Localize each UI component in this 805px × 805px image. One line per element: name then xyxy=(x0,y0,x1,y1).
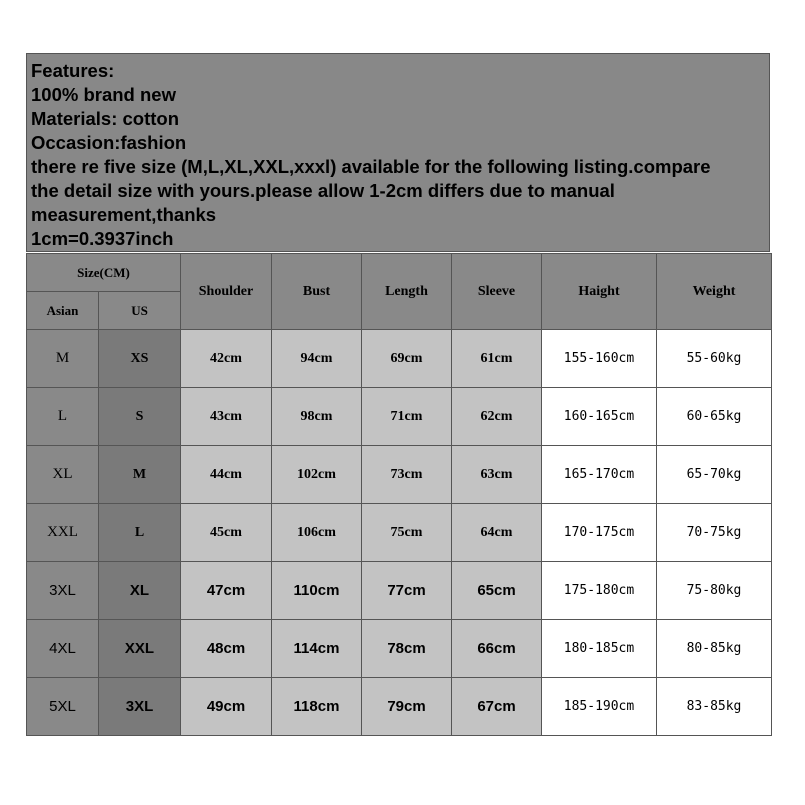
length-cell: 69cm xyxy=(362,330,452,388)
table-row xyxy=(27,388,772,446)
weight-cell: 60-65kg xyxy=(657,388,772,446)
height-cell: 155-160cm xyxy=(542,330,657,388)
table-row xyxy=(27,620,772,678)
features-heading: Features: xyxy=(31,60,115,81)
bust-cell: 110cm xyxy=(272,562,362,620)
table-row xyxy=(27,504,772,562)
table-row xyxy=(27,678,772,736)
bust-cell: 114cm xyxy=(272,620,362,678)
us-header: US xyxy=(99,292,181,330)
sleeve-cell: 67cm xyxy=(452,678,542,736)
us-size-cell: 3XL xyxy=(99,678,181,736)
header-row xyxy=(27,254,772,292)
features-line-brand: 100% brand new xyxy=(31,84,176,105)
asian-size-cell: L xyxy=(27,388,99,446)
bust-header: Bust xyxy=(272,254,362,330)
weight-cell: 55-60kg xyxy=(657,330,772,388)
sleeve-cell: 65cm xyxy=(452,562,542,620)
asian-header: Asian xyxy=(27,292,99,330)
shoulder-cell: 49cm xyxy=(181,678,272,736)
shoulder-cell: 45cm xyxy=(181,504,272,562)
us-size-cell: XXL xyxy=(99,620,181,678)
us-size-cell: M xyxy=(99,446,181,504)
shoulder-cell: 48cm xyxy=(181,620,272,678)
bust-cell: 94cm xyxy=(272,330,362,388)
sleeve-cell: 61cm xyxy=(452,330,542,388)
asian-size-cell: 3XL xyxy=(27,562,99,620)
sleeve-cell: 62cm xyxy=(452,388,542,446)
weight-cell: 65-70kg xyxy=(657,446,772,504)
height-cell: 160-165cm xyxy=(542,388,657,446)
shoulder-cell: 47cm xyxy=(181,562,272,620)
weight-cell: 70-75kg xyxy=(657,504,772,562)
size-chart-table xyxy=(26,253,772,736)
length-cell: 73cm xyxy=(362,446,452,504)
us-size-cell: XL xyxy=(99,562,181,620)
us-size-cell: XS xyxy=(99,330,181,388)
weight-cell: 75-80kg xyxy=(657,562,772,620)
sleeve-header: Sleeve xyxy=(452,254,542,330)
weight-cell: 80-85kg xyxy=(657,620,772,678)
height-cell: 170-175cm xyxy=(542,504,657,562)
length-cell: 71cm xyxy=(362,388,452,446)
table-row xyxy=(27,330,772,388)
asian-size-cell: M xyxy=(27,330,99,388)
length-cell: 79cm xyxy=(362,678,452,736)
bust-cell: 106cm xyxy=(272,504,362,562)
bust-cell: 118cm xyxy=(272,678,362,736)
us-size-cell: S xyxy=(99,388,181,446)
asian-size-cell: 4XL xyxy=(27,620,99,678)
sleeve-cell: 63cm xyxy=(452,446,542,504)
table-row xyxy=(27,562,772,620)
length-cell: 77cm xyxy=(362,562,452,620)
features-line-materials: Materials: cotton xyxy=(31,108,180,129)
height-header: Haight xyxy=(542,254,657,330)
height-cell: 185-190cm xyxy=(542,678,657,736)
features-line-sizes-3: measurement,thanks xyxy=(31,204,217,225)
shoulder-header: Shoulder xyxy=(181,254,272,330)
us-size-cell: L xyxy=(99,504,181,562)
length-cell: 78cm xyxy=(362,620,452,678)
features-box xyxy=(26,53,770,252)
bust-cell: 98cm xyxy=(272,388,362,446)
asian-size-cell: XXL xyxy=(27,504,99,562)
height-cell: 165-170cm xyxy=(542,446,657,504)
shoulder-cell: 43cm xyxy=(181,388,272,446)
features-line-conversion: 1cm=0.3937inch xyxy=(31,228,174,249)
sleeve-cell: 64cm xyxy=(452,504,542,562)
weight-cell: 83-85kg xyxy=(657,678,772,736)
height-cell: 175-180cm xyxy=(542,562,657,620)
shoulder-cell: 42cm xyxy=(181,330,272,388)
asian-size-cell: 5XL xyxy=(27,678,99,736)
shoulder-cell: 44cm xyxy=(181,446,272,504)
features-line-sizes-2: the detail size with yours.please allow 1-2cm differs due to manual xyxy=(31,180,615,201)
height-cell: 180-185cm xyxy=(542,620,657,678)
bust-cell: 102cm xyxy=(272,446,362,504)
features-line-occasion: Occasion:fashion xyxy=(31,132,187,153)
length-cell: 75cm xyxy=(362,504,452,562)
weight-header: Weight xyxy=(657,254,772,330)
asian-size-cell: XL xyxy=(27,446,99,504)
sleeve-cell: 66cm xyxy=(452,620,542,678)
size-cm-header: Size(CM) xyxy=(27,254,181,292)
table-row xyxy=(27,446,772,504)
length-header: Length xyxy=(362,254,452,330)
features-line-sizes-1: there re five size (M,L,XL,XXL,xxxl) available for the following listing.compare xyxy=(31,156,711,177)
